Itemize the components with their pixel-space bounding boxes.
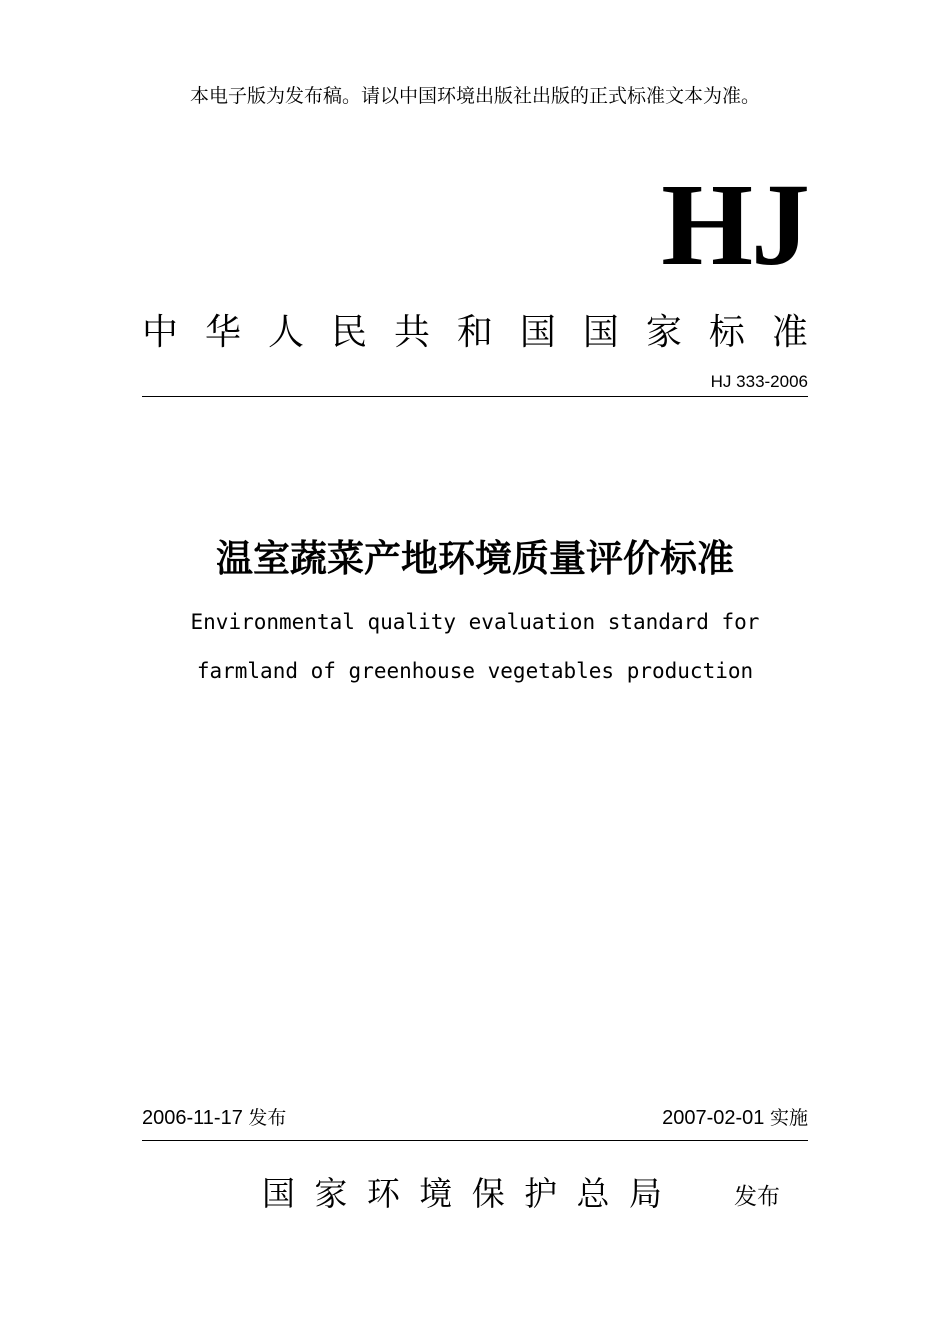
publish-label: 发布	[734, 1184, 780, 1210]
authority-char: 保	[471, 1174, 505, 1213]
authority-char: 境	[419, 1174, 453, 1213]
heading-char: 准	[771, 312, 808, 353]
heading-char: 和	[456, 312, 493, 353]
hj-logo: HJ	[661, 159, 808, 290]
standard-number: HJ 333-2006	[710, 372, 808, 391]
authority-char: 局	[628, 1174, 662, 1213]
heading-char: 中	[142, 312, 179, 353]
title-english-line-2: farmland of greenhouse vegetables production	[196, 659, 754, 683]
heading-char: 国	[582, 312, 619, 353]
authority-char: 总	[576, 1174, 610, 1213]
implement-date: 2007-02-01	[662, 1107, 765, 1129]
title-chinese: 温室蔬菜产地环境质量评价标准	[216, 537, 734, 580]
implement-label: 实施	[769, 1107, 808, 1129]
authority-char: 护	[524, 1174, 558, 1213]
heading-char: 民	[330, 312, 367, 353]
heading-char: 人	[267, 312, 304, 353]
issue-date-block	[142, 1104, 286, 1132]
heading-char: 华	[204, 312, 241, 353]
issue-date: 2006-11-17	[142, 1107, 243, 1129]
heading-char: 国	[519, 312, 556, 353]
title-english-line-1: Environmental quality evaluation standard for	[190, 610, 760, 634]
heading-char: 共	[393, 312, 430, 353]
heading-char: 家	[645, 312, 682, 353]
authority-char: 家	[314, 1174, 348, 1213]
authority-char: 国	[262, 1174, 295, 1213]
issuing-authority	[262, 1172, 662, 1216]
bottom-divider	[142, 1140, 808, 1141]
issue-label: 发布	[248, 1107, 287, 1129]
implement-date-block	[662, 1104, 808, 1132]
authority-char: 环	[366, 1174, 400, 1213]
national-standard-heading	[142, 310, 808, 356]
top-divider	[142, 396, 808, 397]
heading-char: 标	[708, 312, 745, 353]
electronic-version-notice: 本电子版为发布稿。请以中国环境出版社出版的正式标准文本为准。	[189, 85, 760, 107]
